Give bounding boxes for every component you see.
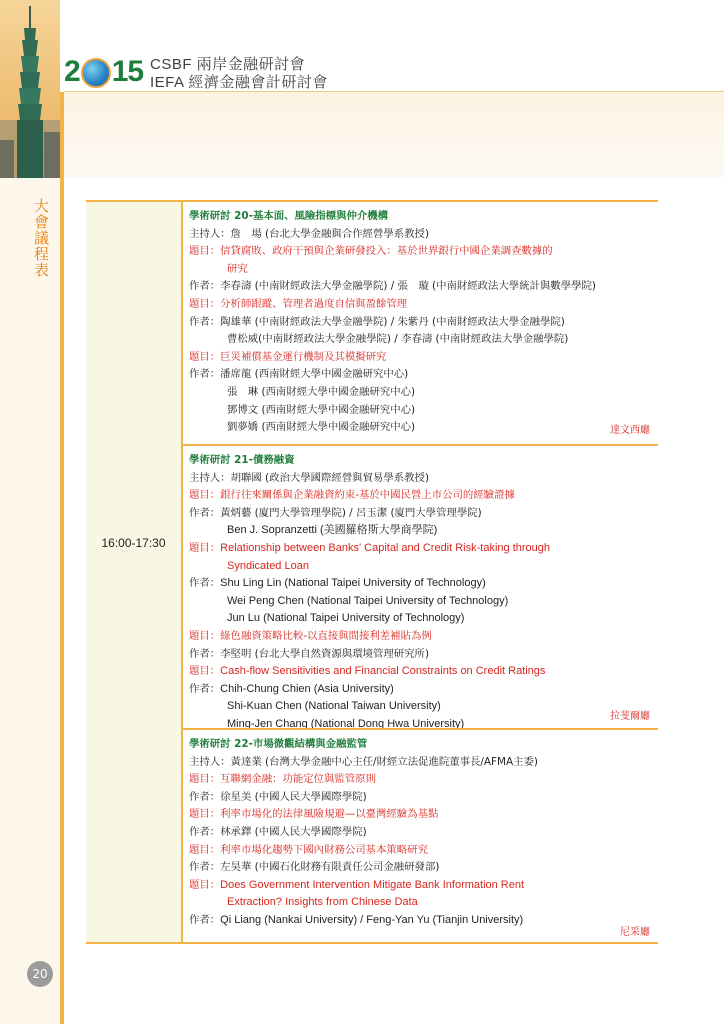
author-label: 作者： xyxy=(189,825,221,838)
paper-title: 利率市場化的法律風險規避—以臺灣經驗為基點 xyxy=(220,808,439,821)
author-label: 作者： xyxy=(189,913,221,926)
paper-title-continued: 研究 xyxy=(227,262,248,275)
author-label: 作者： xyxy=(189,790,221,803)
paper-title: 綠色融資策略比較-以直接與間接利差補貼為例 xyxy=(220,629,432,642)
header-line-1: CSBF 兩岸金融研討會 xyxy=(150,56,306,73)
logo-digit-15: 15 xyxy=(111,55,144,88)
logo-digit-2: 2 xyxy=(64,55,80,88)
session-title: 學術研討 21-債務融資 xyxy=(189,454,295,466)
author-line: Shi-Kuan Chen (National Taiwan University) xyxy=(227,700,441,713)
paper-title-label: 題目： xyxy=(189,245,221,258)
paper-title-label: 題目： xyxy=(189,629,221,642)
paper-title-label: 題目： xyxy=(189,665,221,678)
author-line: 黃炳藝 (廈門大學管理學院) / 呂玉潔 (廈門大學管理學院) xyxy=(220,506,482,519)
taipei-101-photo xyxy=(0,0,60,178)
author-line: Chih-Chung Chien (Asia University) xyxy=(220,682,394,695)
host-label: 主持人： xyxy=(189,471,231,484)
author-label: 作者： xyxy=(189,315,221,328)
paper-title: Does Government Intervention Mitigate Bank Information Rent xyxy=(220,878,525,891)
paper-title-label: 題目： xyxy=(189,878,221,891)
paper-title-continued: Syndicated Loan xyxy=(227,559,309,572)
session-title: 學術研討 22-市場微觀結構與金融監管 xyxy=(189,738,368,750)
author-line: 李春濤 (中南財經政法大學金融學院) / 張 璇 (中南財經政法大學統計與數學學院) xyxy=(220,280,596,293)
room-name: 尼采廳 xyxy=(620,927,650,938)
paper-title: 分析師跟蹤、管理者過度自信與盈餘管理 xyxy=(220,297,408,310)
paper-title-label: 題目： xyxy=(189,297,221,310)
author-label: 作者： xyxy=(189,647,221,660)
page-number: 20 xyxy=(27,961,53,987)
author-line: 潘席龍 (西南財經大學中國金融研究中心) xyxy=(220,368,409,381)
paper-title: Cash-flow Sensitivities and Financial Constraints on Credit Ratings xyxy=(220,665,546,678)
author-label: 作者： xyxy=(189,280,221,293)
author-line: 陶雄華 (中南財經政法大學金融學院) / 朱紫丹 (中南財經政法大學金融學院) xyxy=(220,315,565,328)
globe-icon xyxy=(81,58,111,88)
author-line: Ben J. Sopranzetti (美國羅格斯大學商學院) xyxy=(227,524,438,537)
session-21 xyxy=(183,444,658,730)
paper-title-label: 題目： xyxy=(189,808,221,821)
author-line: Wei Peng Chen (National Taipei University of Technology) xyxy=(227,594,509,607)
paper-title: 利率市場化趨勢下國內財務公司基本策略研究 xyxy=(220,843,428,856)
host-name: 詹 場 (台北大學金融與合作經營學系教授) xyxy=(230,227,430,240)
schedule-table xyxy=(86,200,658,944)
author-line: 張 琳 (西南財經大學中國金融研究中心) xyxy=(227,385,416,398)
author-line: 鄧博文 (西南財經大學中國金融研究中心) xyxy=(227,403,416,416)
session-22 xyxy=(183,728,658,942)
session-20 xyxy=(183,202,658,442)
paper-title-label: 題目： xyxy=(189,350,221,363)
paper-title: 巨災補償基金運行機制及其模擬研究 xyxy=(220,350,387,363)
paper-title: Relationship between Banks' Capital and Credit Risk-taking through xyxy=(220,541,551,554)
author-line: 林承鐸 (中國人民大學國際學院) xyxy=(220,825,367,838)
paper-title: 銀行往來關係與企業融資約束-基於中國民營上市公司的經驗證據 xyxy=(220,489,515,502)
author-line: Qi Liang (Nankai University) / Feng-Yan Yu (Tianjin University) xyxy=(220,913,524,926)
paper-title: 互聯網金融：功能定位與監管原則 xyxy=(220,773,377,786)
side-section-title: 大會議程表 xyxy=(32,198,50,278)
time-range: 16:00-17:30 xyxy=(101,536,166,550)
room-name: 拉斐爾廳 xyxy=(610,711,650,722)
host-label: 主持人： xyxy=(189,755,231,768)
author-line: 左昊華 (中國石化財務有限責任公司金融研發部) xyxy=(220,861,440,874)
session-title: 學術研討 20-基本面、風險指標與仲介機構 xyxy=(189,210,389,222)
taipei-101-icon xyxy=(0,0,60,178)
author-line: 李堅明 (台北大學自然資源與環境管理研究所) xyxy=(220,647,430,660)
paper-title: 信貸腐敗、政府干預與企業研發投入：基於世界銀行中國企業調查數據的 xyxy=(220,245,553,258)
time-cell xyxy=(86,202,183,942)
author-label: 作者： xyxy=(189,682,221,695)
author-line: Ming-Jen Chang (National Dong Hwa University) xyxy=(227,717,465,730)
paper-title-continued: Extraction? Insights from Chinese Data xyxy=(227,896,418,909)
left-accent-rule xyxy=(60,92,64,1024)
header-line-2: IEFA 經濟金融會計研討會 xyxy=(150,74,328,91)
header-band xyxy=(64,92,724,178)
conference-logo xyxy=(64,54,143,90)
author-line: Jun Lu (National Taipei University of Technology) xyxy=(227,612,465,625)
author-label: 作者： xyxy=(189,861,221,874)
host-label: 主持人： xyxy=(189,227,231,240)
paper-title-label: 題目： xyxy=(189,541,221,554)
paper-title-label: 題目： xyxy=(189,489,221,502)
room-name: 達文西廳 xyxy=(610,425,650,436)
author-label: 作者： xyxy=(189,368,221,381)
host-name: 黃達業 (台灣大學金融中心主任/財經立法促進院董事長/AFMA主委) xyxy=(230,755,538,768)
author-line: Shu Ling Lin (National Taipei University of Technology) xyxy=(220,577,486,590)
author-line: 曹松威(中南財經政法大學金融學院) / 李春濤 (中南財經政法大學金融學院) xyxy=(227,333,569,346)
author-line: 徐星美 (中國人民大學國際學院) xyxy=(220,790,367,803)
author-line: 劉夢嬌 (西南財經大學中國金融研究中心) xyxy=(227,421,416,434)
host-name: 胡聯國 (政治大學國際經營與貿易學系教授) xyxy=(230,471,430,484)
author-label: 作者： xyxy=(189,577,221,590)
author-label: 作者： xyxy=(189,506,221,519)
paper-title-label: 題目： xyxy=(189,773,221,786)
paper-title-label: 題目： xyxy=(189,843,221,856)
